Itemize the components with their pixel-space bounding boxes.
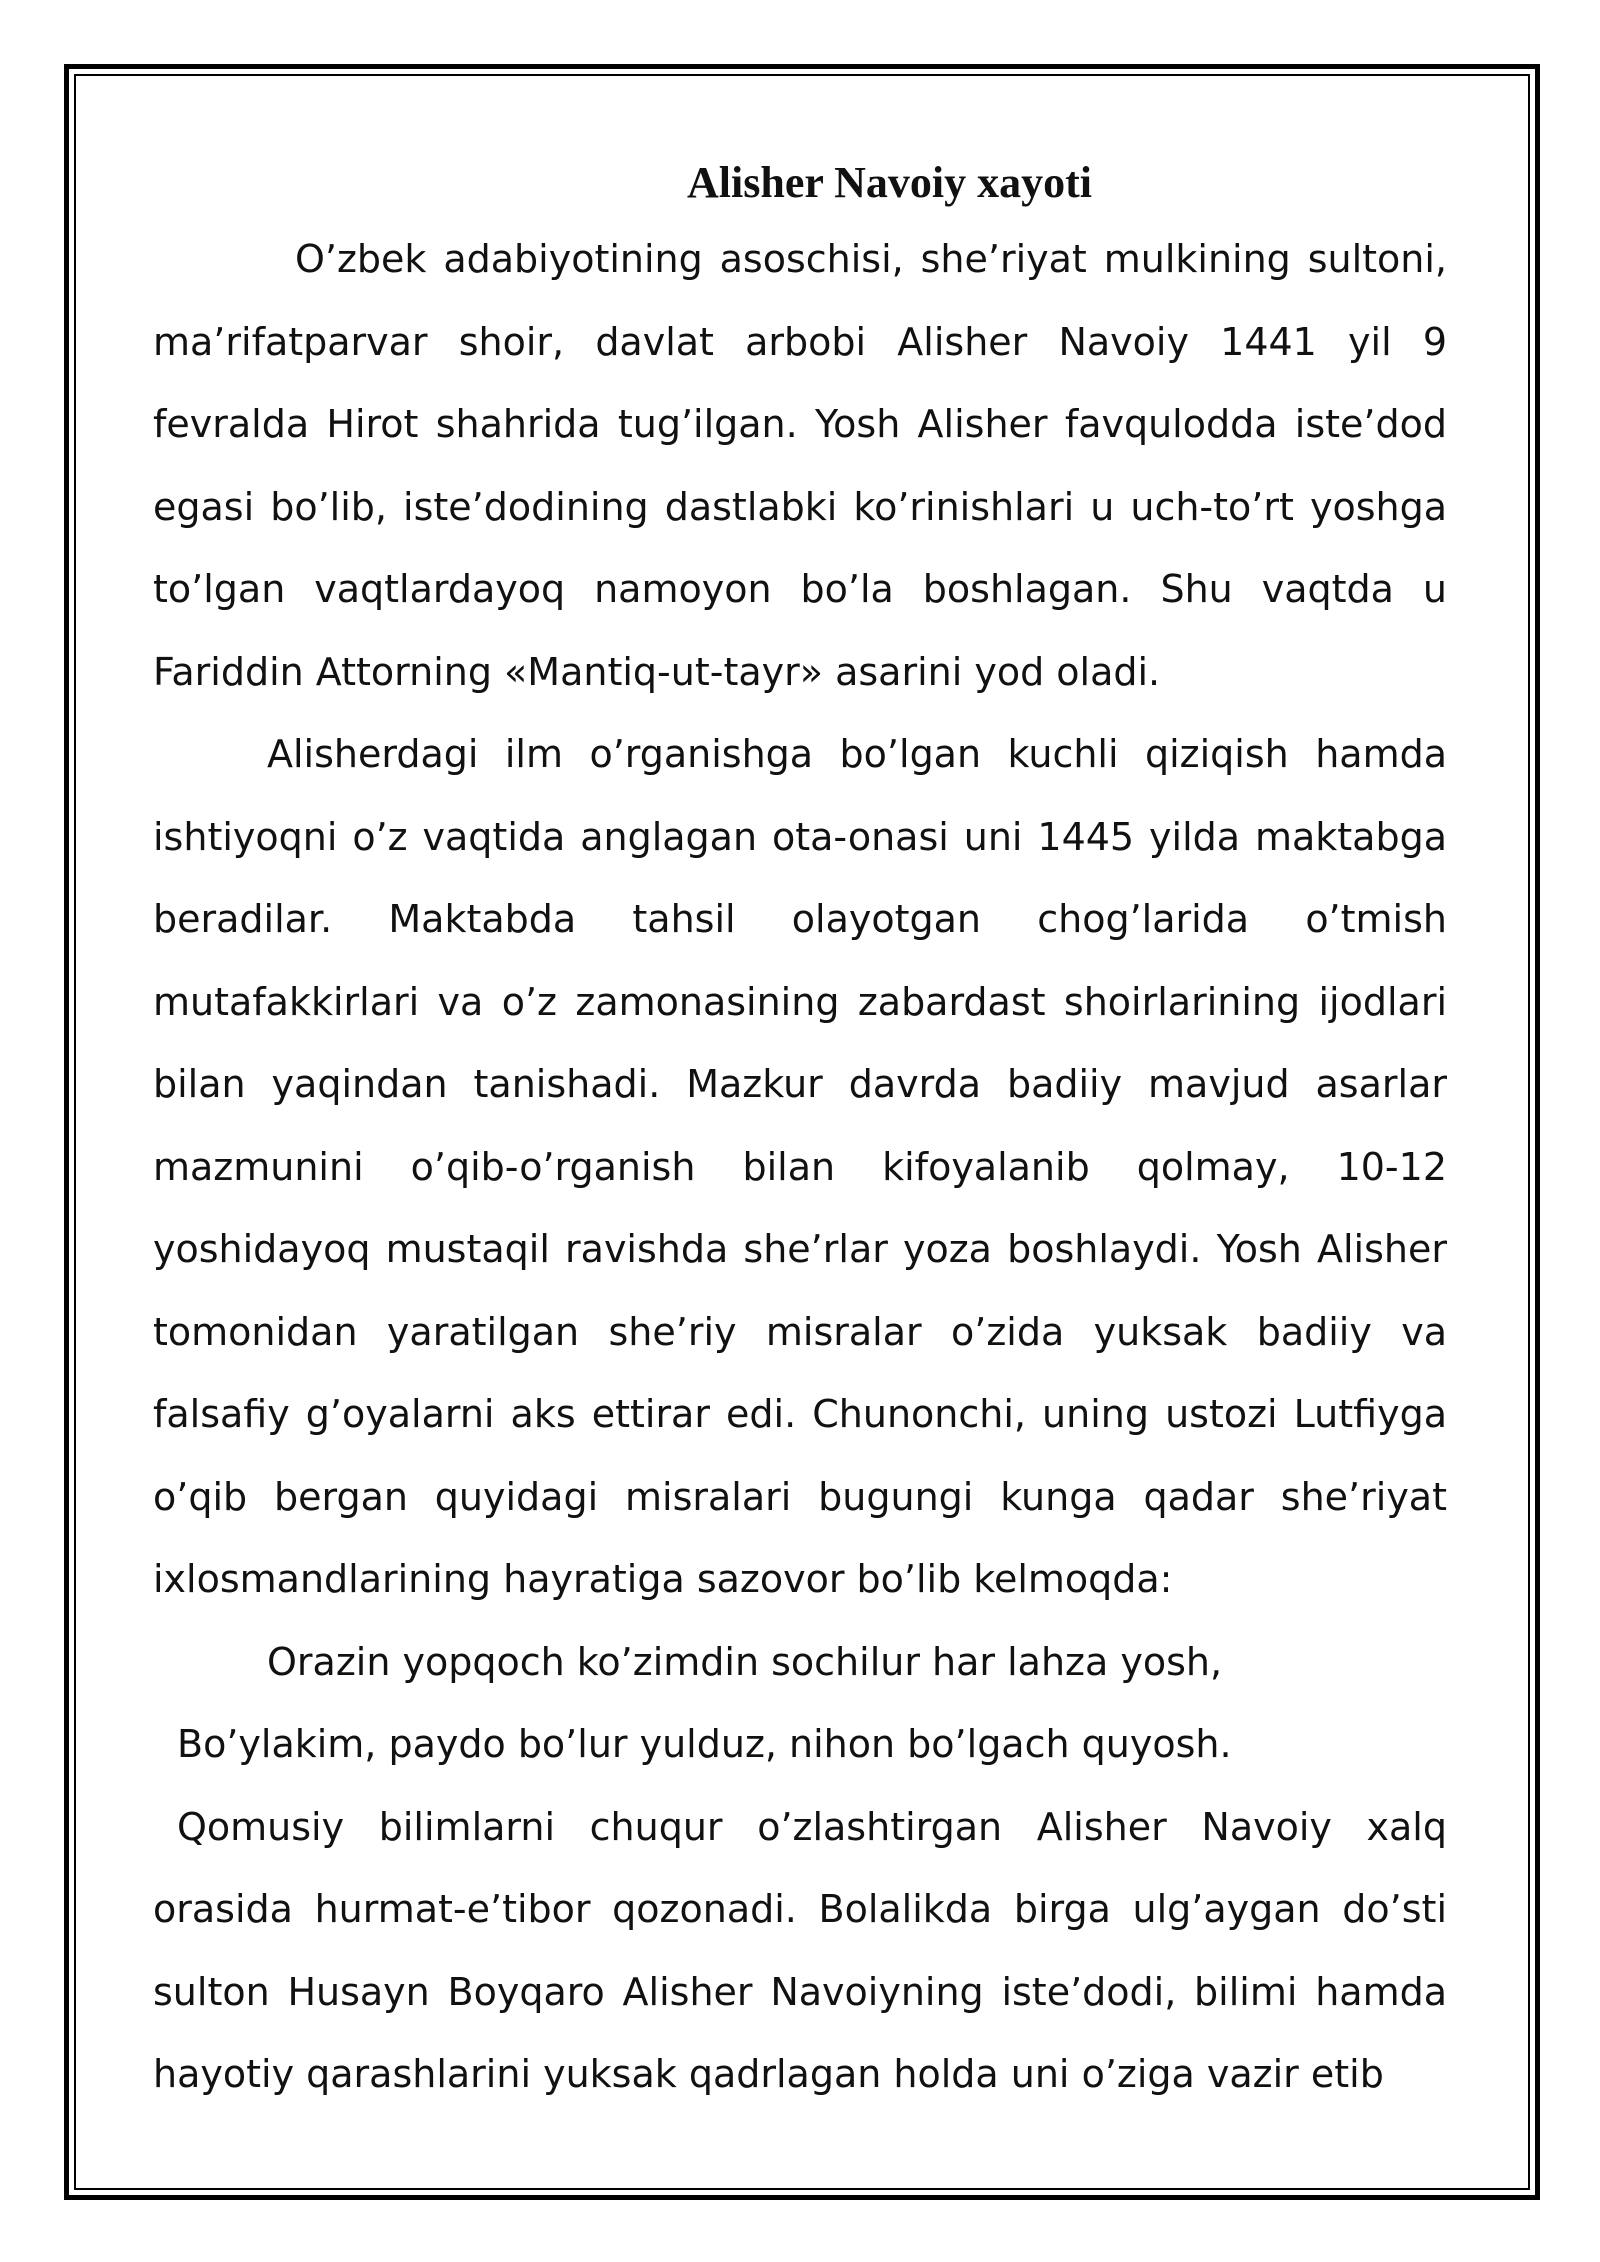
- document-body: [153, 148, 1447, 2116]
- verse-line-1: Orazin yopqoch ko’zimdin sochilur har lahza yosh,: [267, 1639, 1223, 1684]
- paragraph-2: Alisherdagi ilm o’rganishga bo’lgan kuchli qiziqish hamda ishtiyoqni o’z vaqtida anglagan ota-onasi uni 1445 yilda maktabga beradilar. Maktabda tahsil olayotgan chog’larida o’tmish mutafakkirlari va o’z zamonasining zabardast shoirlarining ijodlari bilan yaqindan tanishadi. Mazkur davrda badiiy mavjud asarlar mazmunini o’qib-o’rganish bilan kifoyalanib qolmay, 10-12 yoshidayoq mustaqil ravishda she’rlar yoza boshlaydi. Yosh Alisher tomonidan yaratilgan she’riy misralar o’zida yuksak badiiy va falsafiy g’oyalarni aks ettirar edi. Chunonchi, uning ustozi Lutfiyga o’qib bergan quyidagi misralari bugungi kunga qadar she’riyat ixlosmandlarining hayratiga sazovor bo’lib kelmoqda:: [153, 732, 1447, 1601]
- verse-line-2: Bo’ylakim, paydo bo’lur yulduz, nihon bo’lgach quyosh.: [177, 1722, 1232, 1766]
- paragraph-3: Qomusiy bilimlarni chuqur o’zlashtirgan Alisher Navoiy xalq orasida hurmat-e’tibor qozonadi. Bolalikda birga ulg’aygan do’sti sulton Husayn Boyqaro Alisher Navoiyning iste’dodi, bilimi hamda hayotiy qarashlarini yuksak qadrlagan holda uni o’ziga vazir etib: [153, 1804, 1447, 2096]
- paragraph-1: O’zbek adabiyotining asoschisi, she’riyat mulkining sultoni, ma’rifatparvar shoir, davlat arbobi Alisher Navoiy 1441 yil 9 fevralda Hirot shahrida tug’ilgan. Yosh Alisher favqulodda iste’dod egasi bo’lib, iste’dodining dastlabki ko’rinishlari u uch-to’rt yoshga to’lgan vaqtlardayoq namoyon bo’la boshlagan. Shu vaqtda u Fariddin Attorning «Mantiq-ut-tayr» asarini yod oladi.: [153, 237, 1447, 694]
- document-title: Alisher Navoiy xayoti: [687, 158, 1092, 207]
